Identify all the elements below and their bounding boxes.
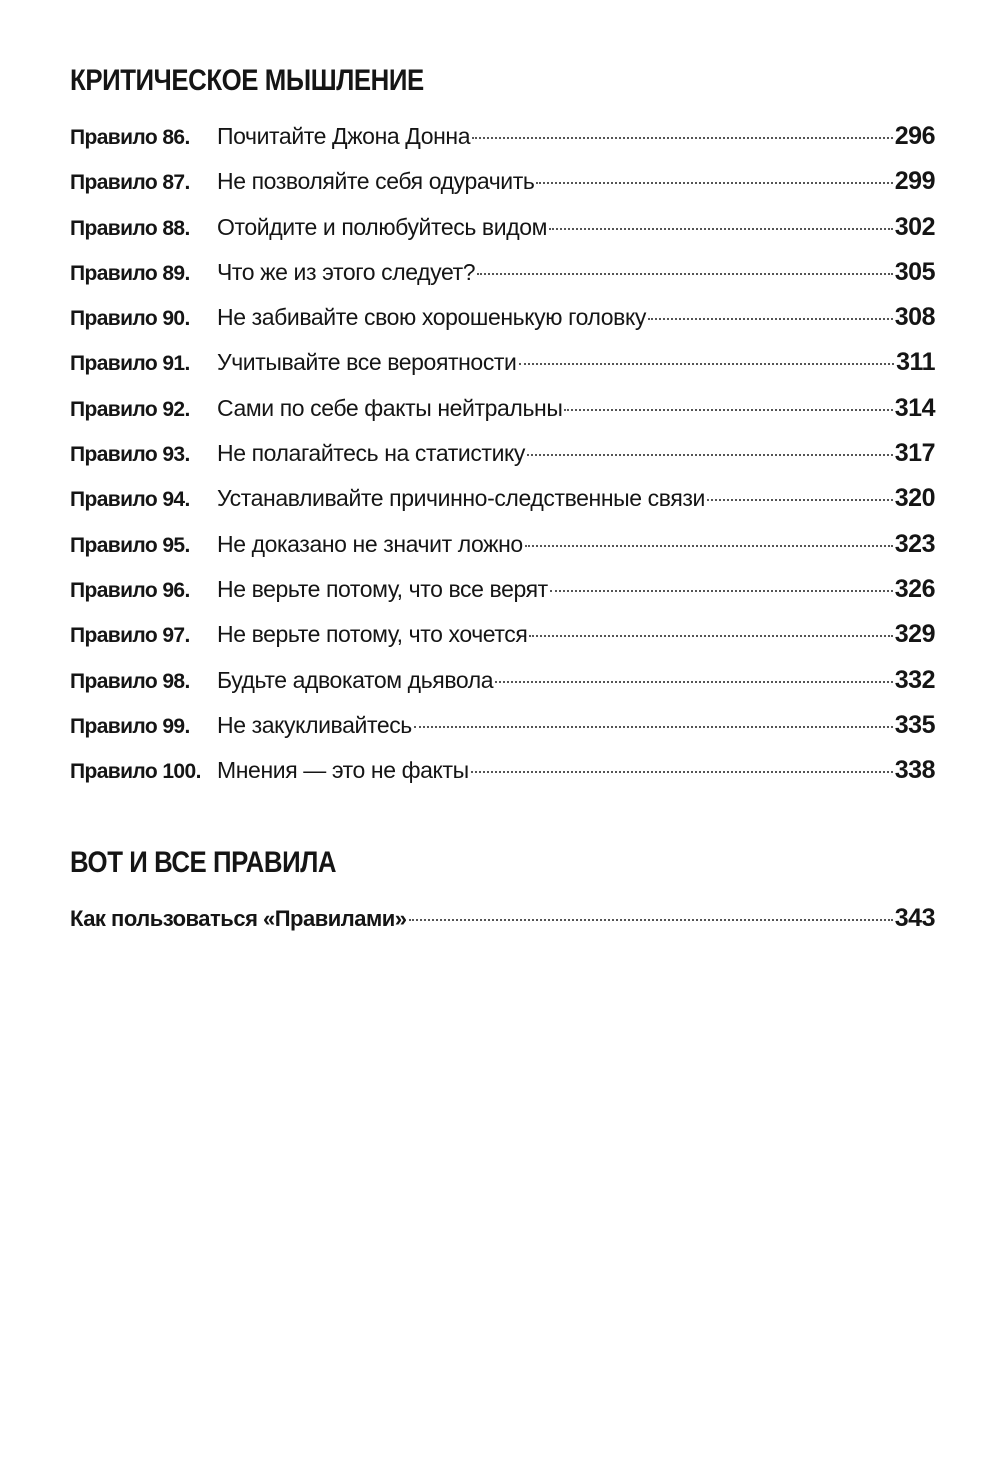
rule-number: Правило 92. <box>70 397 190 421</box>
dot-leader <box>519 363 895 365</box>
toc-page-number: 308 <box>894 303 935 332</box>
rule-number: Правило 90. <box>70 307 190 331</box>
dot-leader <box>477 273 893 275</box>
dot-leader <box>527 454 893 456</box>
dot-leader <box>549 228 893 230</box>
dot-leader <box>564 409 892 411</box>
toc-page-number: 302 <box>894 212 935 241</box>
rule-number: Правило 87. <box>70 171 190 195</box>
toc-entry-title: Не забивайте свою хорошенькую головку <box>217 304 646 331</box>
toc-page-number: 338 <box>894 756 935 785</box>
dot-leader <box>495 681 893 683</box>
section-title: ВОТ И ВСЕ ПРАВИЛА <box>70 846 337 879</box>
toc-entry-title: Будьте адвокатом дьявола <box>217 666 494 693</box>
section-title: КРИТИЧЕСКОЕ МЫШЛЕНИЕ <box>70 64 424 97</box>
toc-entry[interactable] <box>70 386 935 431</box>
section-all-rules <box>70 840 935 941</box>
toc-entry-title: Учитывайте все вероятности <box>217 349 517 376</box>
toc-entry[interactable] <box>70 340 935 385</box>
rule-number: Правило 86. <box>70 126 190 149</box>
toc-entry-title: Не позволяйте себя одурачить <box>217 168 535 195</box>
toc-entry[interactable] <box>70 159 935 204</box>
toc-entry-title: Почитайте Джона Донна <box>217 123 471 149</box>
toc-entry[interactable] <box>70 748 935 793</box>
rule-number: Правило 95. <box>70 533 190 557</box>
toc-entry-title: Сами по себе факты нейтральны <box>217 394 563 421</box>
section-critical-thinking <box>70 58 935 793</box>
dot-leader <box>414 726 893 728</box>
toc-page-number: 326 <box>894 574 935 603</box>
dot-leader <box>471 771 893 773</box>
toc-entry[interactable] <box>70 896 935 941</box>
toc-entry-title: Что же из этого следует? <box>217 258 476 285</box>
rule-number: Правило 93. <box>70 443 190 467</box>
rule-number: Правило 89. <box>70 261 190 285</box>
toc-page-number: 320 <box>894 484 935 513</box>
toc-entry[interactable] <box>70 612 935 657</box>
dot-leader <box>707 499 893 501</box>
toc-entry-title: Не полагайтесь на статистику <box>217 440 526 467</box>
toc-page-number: 305 <box>894 257 935 286</box>
dot-leader <box>529 635 892 637</box>
toc-list <box>70 114 935 793</box>
toc-entry-title: Не верьте потому, что хочется <box>217 621 528 648</box>
toc-page-number: 311 <box>896 348 935 377</box>
rule-number: Правило 91. <box>70 352 190 376</box>
rule-number: Правило 100. <box>70 760 201 784</box>
toc-entry[interactable] <box>70 522 935 567</box>
rule-number: Правило 94. <box>70 488 190 512</box>
toc-entry-title: Отойдите и полюбуйтесь видом <box>217 213 548 240</box>
toc-entry-title: Мнения — это не факты <box>217 757 469 784</box>
toc-page-number: 335 <box>894 710 935 739</box>
dot-leader <box>648 318 893 320</box>
toc-entry-title: Устанавливайте причинно-следственные связи <box>217 485 705 512</box>
toc-entry[interactable] <box>70 114 935 159</box>
toc-entry[interactable] <box>70 295 935 340</box>
toc-entry[interactable] <box>70 205 935 250</box>
toc-entry-title: Не доказано не значит ложно <box>217 530 523 557</box>
rule-number: Правило 96. <box>70 578 190 602</box>
dot-leader <box>409 919 893 921</box>
rule-number: Правило 99. <box>70 714 190 738</box>
dot-leader <box>472 137 893 139</box>
toc-entry[interactable] <box>70 703 935 748</box>
toc-entry[interactable] <box>70 658 935 703</box>
rule-number: Правило 98. <box>70 669 190 693</box>
toc-page-number: 296 <box>894 122 935 150</box>
toc-entry[interactable] <box>70 431 935 476</box>
toc-page-number: 299 <box>894 167 935 196</box>
dot-leader <box>525 545 893 547</box>
toc-page-number: 332 <box>894 665 935 694</box>
toc-entry[interactable] <box>70 250 935 295</box>
rule-number: Правило 97. <box>70 624 190 648</box>
toc-page-number: 323 <box>894 529 935 558</box>
toc-entry[interactable] <box>70 567 935 612</box>
dot-leader <box>550 590 893 592</box>
toc-entry-title: Как пользоваться «Правилами» <box>70 906 407 931</box>
toc-entry[interactable] <box>70 476 935 521</box>
rule-number: Правило 88. <box>70 216 190 240</box>
toc-page-number: 329 <box>894 620 935 649</box>
toc-entry-title: Не закукливайтесь <box>217 711 412 738</box>
dot-leader <box>536 182 892 184</box>
toc-page-number: 314 <box>894 393 935 422</box>
toc-entry-title: Не верьте потому, что все верят <box>217 575 548 602</box>
toc-page-number: 317 <box>894 439 935 468</box>
toc-page-number: 343 <box>894 904 935 932</box>
